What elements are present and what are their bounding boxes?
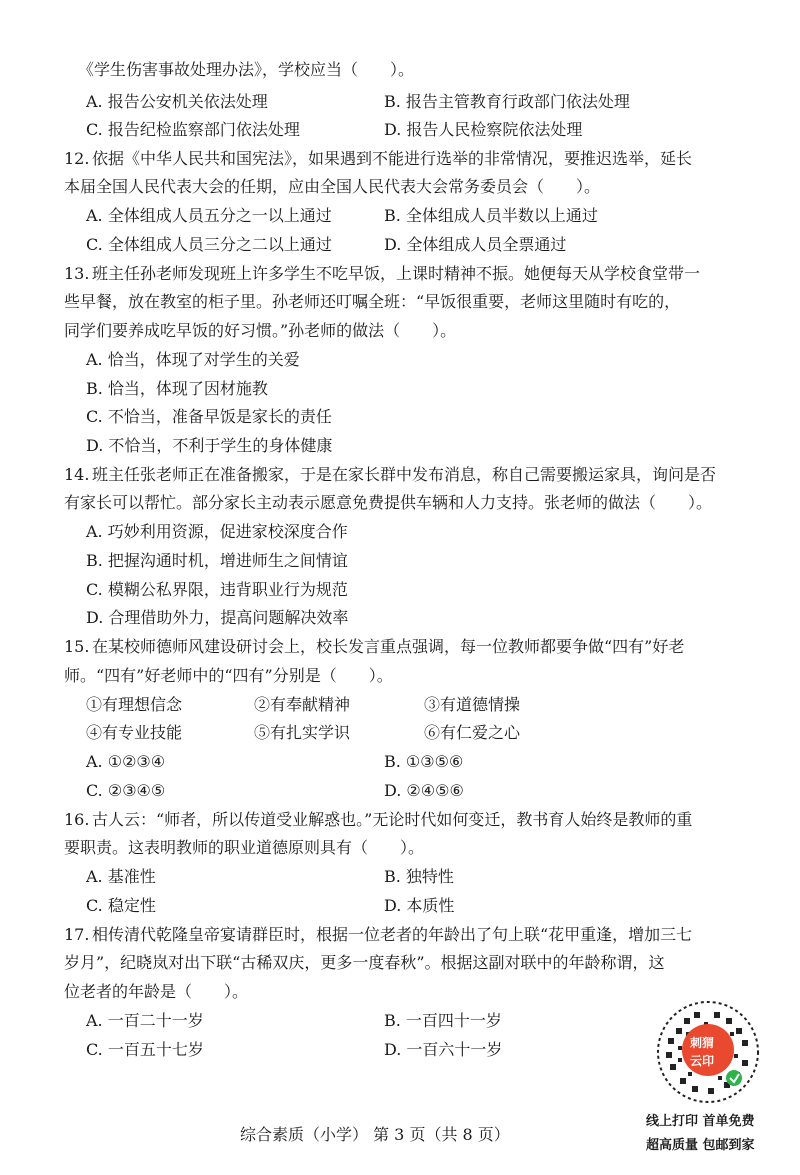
- q15-option-a: A. ①②③④: [86, 752, 166, 771]
- q17-line-2: 岁月”，纪晓岚对出下联“古稀双庆，更多一度春秋”。根据这副对联中的年龄称谓，这: [64, 953, 665, 972]
- q11-option-d: D. 报告人民检察院依法处理: [384, 120, 583, 139]
- q11-option-a: A. 报告公安机关依法处理: [86, 92, 268, 111]
- q16-line-1: 古人云：“师者，所以传道受业解惑也。”无论时代如何变迁，教书育人始终是教师的重: [92, 810, 693, 829]
- q13-line-2: 些早餐，放在教室的柜子里。孙老师还叮嘱全班：“早饭很重要，老师这里随时有吃的，: [64, 292, 681, 311]
- q14-number: 14.: [64, 465, 90, 484]
- q12-line-2: 本届全国人民代表大会的任期，应由全国人民代表大会常务委员会（ ）。: [64, 177, 601, 196]
- q12-option-a: A. 全体组成人员五分之一以上通过: [86, 206, 332, 225]
- q13-option-a: A. 恰当，体现了对学生的关爱: [86, 350, 300, 369]
- q15-item-6: ⑥有仁爱之心: [424, 723, 521, 742]
- qr-badge-bottom: 云印: [690, 1054, 715, 1068]
- q12-number: 12.: [64, 149, 90, 168]
- q15-option-b: B. ①③⑤⑥: [384, 752, 464, 771]
- q11-option-c: C. 报告纪检监察部门依法处理: [86, 120, 300, 139]
- q17-option-b: B. 一百四十一岁: [384, 1011, 502, 1030]
- q16-option-b: B. 独特性: [384, 867, 454, 886]
- q16-option-c: C. 稳定性: [86, 896, 156, 915]
- q12-option-b: B. 全体组成人员半数以上通过: [384, 206, 598, 225]
- q13-number: 13.: [64, 264, 90, 283]
- q15-item-4: ④有专业技能: [86, 723, 183, 742]
- q17-option-c: C. 一百五十七岁: [86, 1040, 204, 1059]
- q12-option-d: D. 全体组成人员全票通过: [384, 235, 567, 254]
- q14-line-2: 有家长可以帮忙。部分家长主动表示愿意免费提供车辆和人力支持。张老师的做法（ ）。: [64, 493, 713, 512]
- q11-option-b: B. 报告主管教育行政部门依法处理: [384, 92, 630, 111]
- qr-caption-line-1: 线上打印 首单免费: [646, 1114, 755, 1129]
- q14-option-a: A. 巧妙利用资源，促进家校深度合作: [86, 522, 348, 541]
- q15-line-1: 在某校师德师风建设研讨会上，校长发言重点强调，每一位教师都要争做“四有”好老: [92, 637, 685, 656]
- qr-caption-line-2: 超高质量 包邮到家: [646, 1138, 755, 1153]
- q12-line-1: 依据《中华人民共和国宪法》，如果遇到不能进行选举的非常情况，要推迟选举，延长: [92, 149, 693, 168]
- q14-option-b: B. 把握沟通时机，增进师生之间情谊: [86, 551, 348, 570]
- q15-option-c: C. ②③④⑤: [86, 781, 166, 800]
- q16-option-a: A. 基准性: [86, 867, 156, 886]
- q15-item-2: ②有奉献精神: [254, 695, 351, 714]
- q17-option-d: D. 一百六十一岁: [384, 1040, 503, 1059]
- q17-number: 17.: [64, 925, 90, 944]
- qr-badge-top: 刺猬: [690, 1036, 715, 1050]
- q15-item-5: ⑤有扎实学识: [254, 723, 351, 742]
- q15-number: 15.: [64, 637, 90, 656]
- q14-line-1: 班主任张老师正在准备搬家，于是在家长群中发布消息，称自己需要搬运家具，询问是否: [92, 465, 717, 484]
- q12-option-c: C. 全体组成人员三分之二以上通过: [86, 235, 332, 254]
- q13-option-d: D. 不恰当，不利于学生的身体健康: [86, 436, 333, 455]
- q15-item-3: ③有道德情操: [424, 695, 521, 714]
- q17-line-1: 相传清代乾隆皇帝宴请群臣时，根据一位老者的年龄出了句上联“花甲重逢，增加三七: [92, 925, 693, 944]
- q16-option-d: D. 本质性: [384, 896, 455, 915]
- q13-line-1: 班主任孙老师发现班上许多学生不吃早饭，上课时精神不振。她便每天从学校食堂带一: [92, 264, 701, 283]
- q13-line-3: 同学们要养成吃早饭的好习惯。”孙老师的做法（ ）。: [64, 321, 457, 340]
- q15-line-2: 师。“四有”好老师中的“四有”分别是（ ）。: [64, 666, 393, 685]
- q16-number: 16.: [64, 810, 90, 829]
- q15-option-d: D. ②④⑤⑥: [384, 781, 464, 800]
- page-footer: 综合素质（小学） 第 3 页（共 8 页）: [240, 1125, 510, 1144]
- q15-item-1: ①有理想信念: [86, 695, 183, 714]
- q17-line-3: 位老者的年龄是（ ）。: [64, 982, 249, 1001]
- q14-option-d: D. 合理借助外力，提高问题解决效率: [86, 608, 349, 627]
- q13-option-b: B. 恰当，体现了因材施教: [86, 379, 268, 398]
- q13-option-c: C. 不恰当，准备早饭是家长的责任: [86, 407, 332, 426]
- q16-line-2: 要职责。这表明教师的职业道德原则具有（ ）。: [64, 838, 425, 857]
- q11-tail: 《学生伤害事故处理办法》，学校应当（ ）。: [78, 60, 415, 79]
- q17-option-a: A. 一百二十一岁: [86, 1011, 204, 1030]
- q14-option-c: C. 模糊公私界限，违背职业行为规范: [86, 580, 348, 599]
